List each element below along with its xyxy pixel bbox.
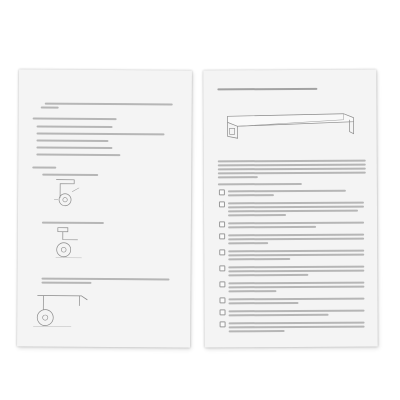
right-document-page	[203, 70, 377, 348]
figure-caster-mount	[52, 226, 88, 266]
figure-clothes-rail	[223, 108, 359, 143]
figure-rack-assembly	[31, 285, 91, 329]
left-document-page	[17, 69, 192, 347]
figure-caster-attach	[52, 178, 86, 208]
